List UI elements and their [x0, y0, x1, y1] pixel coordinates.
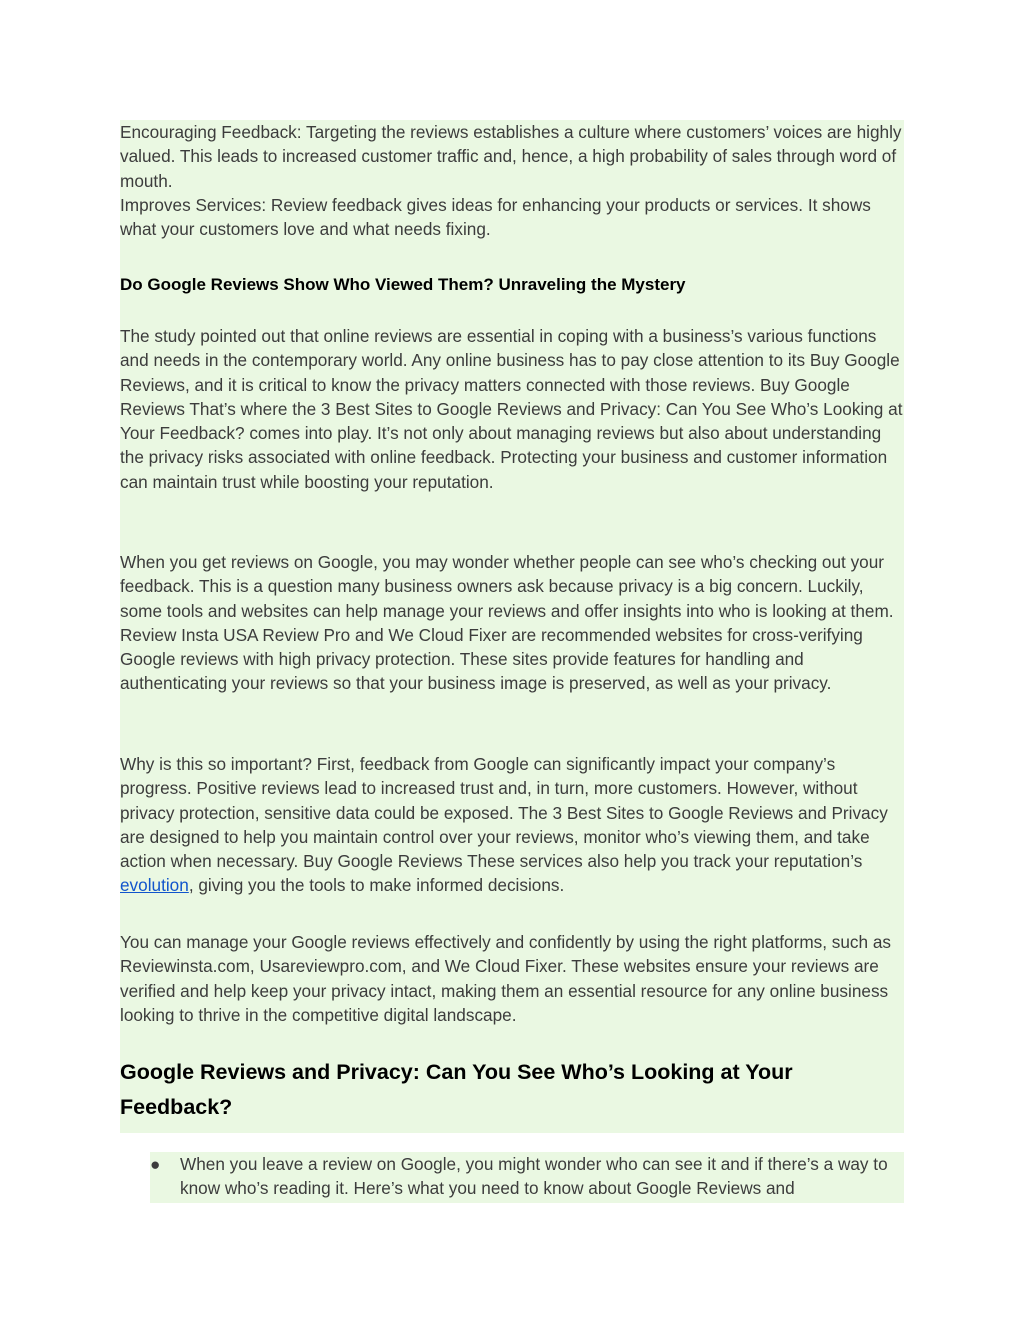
- list-item: [150, 1152, 904, 1203]
- evolution-link[interactable]: evolution: [120, 875, 189, 896]
- paragraph-study-text: The study pointed out that online reviews are essential in coping with a business’s various functions and needs in the contemporary world. Any online business has to pay close attention to its Buy Google Reviews, and it is critical to know the privacy matters connected with those reviews. Buy Google Reviews That’s where the 3 Best Sites to Google Reviews and Privacy: Can You See Who’s Looking at Your Feedback? comes into play. It’s not only about managing reviews but also about understanding the privacy risks associated with online feedback. Protecting your business and customer information can maintain trust while boosting your reputation.: [120, 326, 903, 492]
- intro-block: [120, 120, 904, 241]
- paragraph-why-important-before: Why is this so important? First, feedback from Google can significantly impact your company’s progress. Positive reviews lead to increased trust and, in turn, more customers. However, without privacy protection, sensitive data could be exposed. The 3 Best Sites to Google Reviews and Privacy are designed to help you maintain control over your reviews, monitor who’s viewing them, and take action when necessary. Buy Google Reviews These services also help you track your reputation’s: [120, 754, 888, 872]
- paragraph-study: [120, 324, 904, 494]
- paragraph-why-important: [120, 752, 904, 898]
- bullet-icon: ●: [150, 1154, 161, 1174]
- paragraph-manage-reviews: [120, 930, 904, 1027]
- paragraph-manage-reviews-text: You can manage your Google reviews effectively and confidently by using the right platforms, such as Reviewinsta.com, Usareviewpro.com, and We Cloud Fixer. These websites ensure your reviews are verified and help keep your privacy intact, making them an essential resource for any online business looking to thrive in the competitive digital landscape.: [120, 932, 892, 1025]
- paragraph-why-important-text: [120, 752, 904, 898]
- paragraph-when-you-get: [120, 550, 904, 696]
- section-heading-privacy: Google Reviews and Privacy: Can You See Who’s Looking at Your Feedback?: [120, 1060, 793, 1119]
- improves-services-text: Improves Services: Review feedback gives ideas for enhancing your products or services. It shows what your customers love and what needs fixing.: [120, 194, 871, 240]
- paragraph-when-you-get-text: When you get reviews on Google, you may wonder whether people can see who’s checking out your feedback. This is a question many business owners ask because privacy is a big concern. Luckily, some tools and websites can help manage your reviews and offer insights into who is looking at them. Review Insta USA Review Pro and We Cloud Fixer are recommended websites for cross-verifying Google reviews with high privacy protection. These sites provide features for handling and authenticating your reviews so that your business image is preserved, as well as your privacy.: [120, 552, 894, 694]
- bullet-text: When you leave a review on Google, you might wonder who can see it and if there’s a way to know who’s reading it. Here’s what you need to know about Google Reviews and: [180, 1154, 888, 1199]
- encouraging-feedback-text: Encouraging Feedback: Targeting the reviews establishes a culture where customers’ voices are highly valued. This leads to increased customer traffic and, hence, a high probability of sales through word of mouth.: [120, 122, 902, 191]
- paragraph-why-important-after: , giving you the tools to make informed decisions.: [188, 875, 565, 896]
- section-heading-google-reviews-viewed: Do Google Reviews Show Who Viewed Them? Unraveling the Mystery: [120, 275, 686, 294]
